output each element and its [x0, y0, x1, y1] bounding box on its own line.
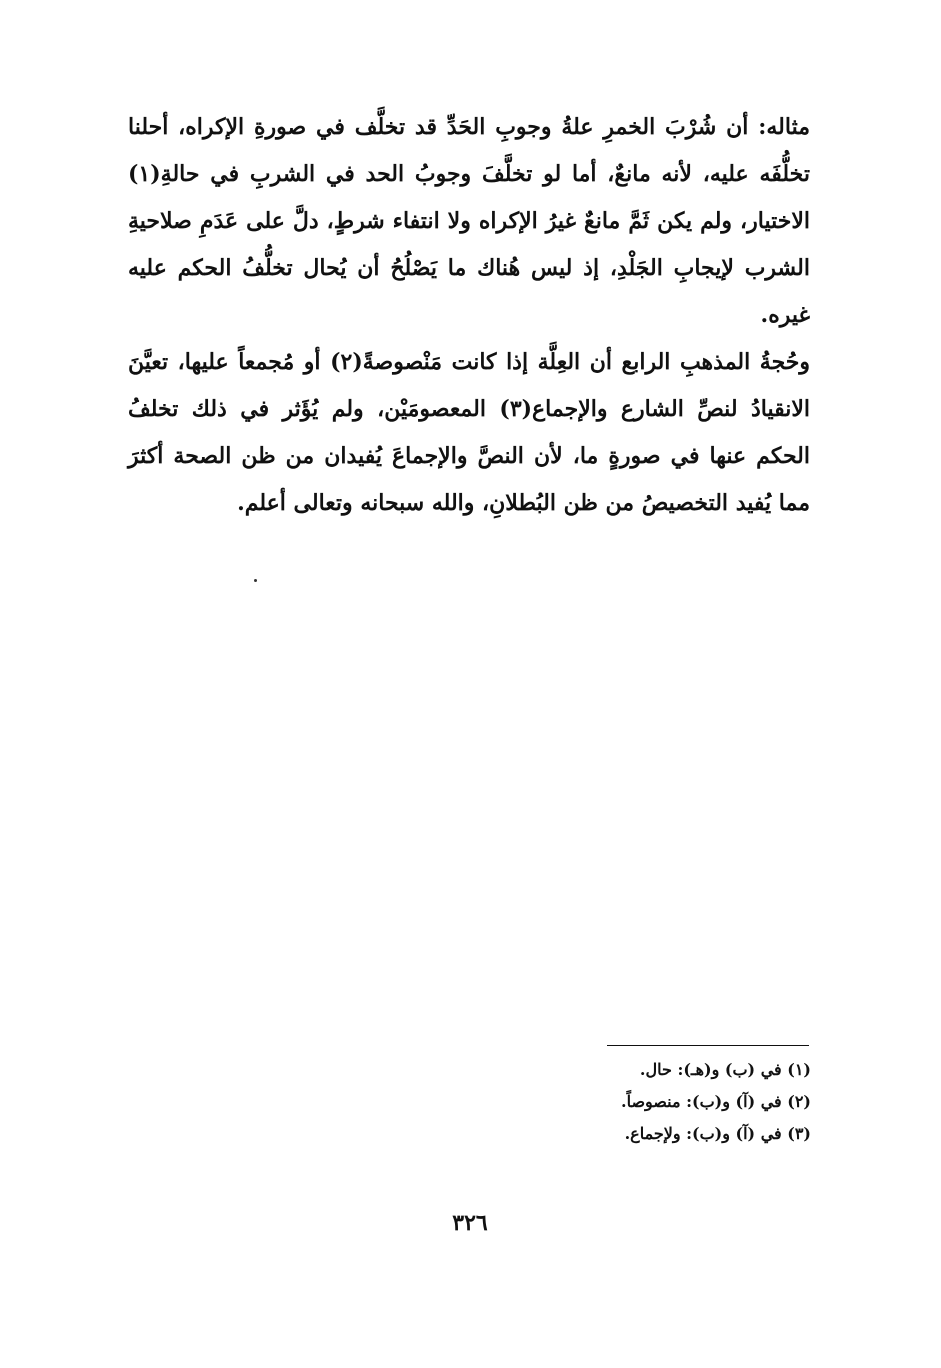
footnote-2: (٢) في (آ) و(ب): منصوصاً.: [621, 1092, 811, 1111]
footnote-separator: [607, 1045, 809, 1046]
stray-mark: [254, 579, 257, 582]
paragraph-fourth-school-argument: وحُجةُ المذهبِ الرابع أن العِلَّة إذا كانت مَنْصوصةً(٢) أو مُجمعاً عليها، تعيَّنَ الانقيادُ لنصِّ الشارع والإجماع(٣) المعصومَيْن، ولم يُؤَثر في ذلك تخلفُ الحكم عنها في صورةٍ ما، لأن النصَّ والإجماعَ يُفيدان من ظن الصحة أكثرَ مما يُفيد التخصيصُ من ظن البُطلانِ، والله سبحانه وتعالى أعلم.: [128, 349, 811, 516]
footnotes: [420, 1054, 811, 1150]
footnote-1: (١) في (ب) و(هـ): حال.: [639, 1060, 811, 1079]
paragraph-example: مثاله: أن شُرْبَ الخمرِ علةُ وجوبِ الحَدِّ قد تخلَّف في صورةِ الإكراه، أحلنا تخلُّفَه عليه، لأنه مانعٌ، أما لو تخلَّفَ وجوبُ الحد في الشربِ في حالةِ(١) الاختيار، ولم يكن ثَمَّ مانعٌ غيرُ الإكراه ولا انتفاء شرطٍ، دلَّ على عَدَمِ صلاحيةِ الشرب لإيجابِ الجَلْدِ، إذ ليس هُناك ما يَصْلُحُ أن يُحال تخلُّفُ الحكم عليه غيره.: [128, 114, 810, 328]
footnote-3: (٣) في (آ) و(ب): ولإجماع.: [624, 1124, 811, 1143]
main-text: [128, 104, 810, 527]
page-number: ٣٢٦: [452, 1210, 488, 1236]
